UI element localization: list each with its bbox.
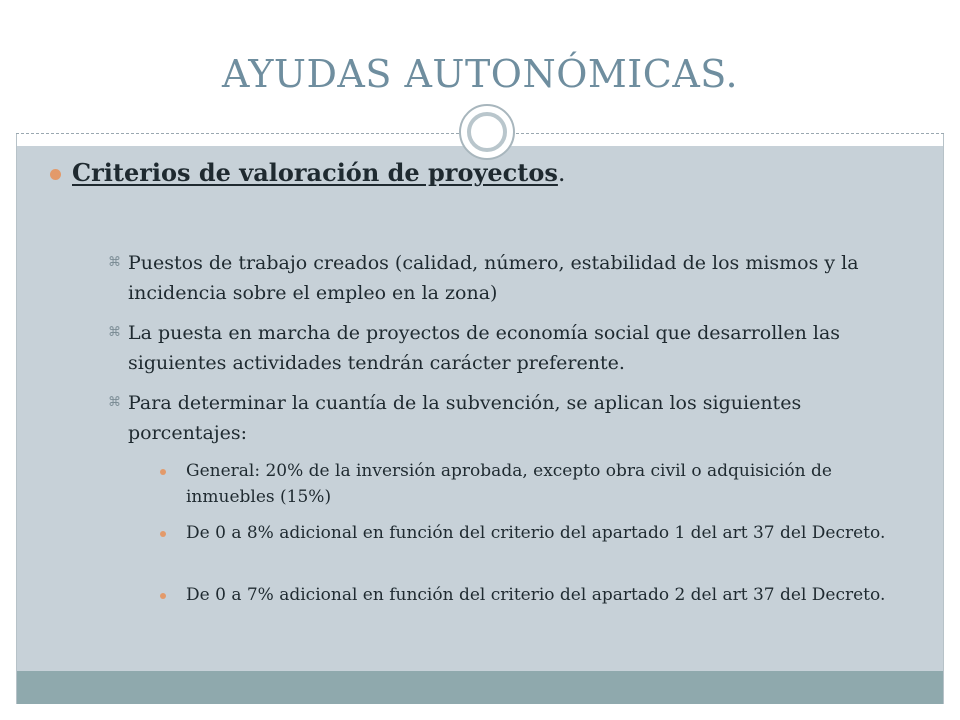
- heading-suffix: .: [557, 159, 566, 187]
- sub-list-item-text: De 0 a 8% adicional en función del criterio del apartado 1 del art 37 del Decreto.: [186, 523, 886, 543]
- x-mark-icon: ⌘: [108, 255, 121, 270]
- list-item-text: Puestos de trabajo creados (calidad, número, estabilidad de los mismos y la incidencia sobre el empleo en la zona): [128, 252, 859, 304]
- filled-circle-icon: [50, 169, 61, 180]
- slide-title: AYUDAS AUTONÓMICAS.: [221, 52, 739, 96]
- list-item-text: Para determinar la cuantía de la subvención, se aplican los siguientes porcentajes:: [128, 392, 802, 444]
- double-ring-icon: [459, 104, 515, 160]
- small-dot-icon: [160, 531, 166, 537]
- small-dot-icon: [160, 593, 166, 599]
- heading-text: [72, 158, 566, 187]
- sub-list-item-text: General: 20% de la inversión aprobada, excepto obra civil o adquisición de inmuebles (15%): [186, 461, 832, 507]
- footer-bar: [17, 671, 943, 704]
- sub-list-item-text: De 0 a 7% adicional en función del criterio del apartado 2 del art 37 del Decreto.: [186, 585, 886, 605]
- x-mark-icon: ⌘: [108, 325, 121, 340]
- list-item-text: La puesta en marcha de proyectos de economía social que desarrollen las siguientes actividades tendrán carácter preferente.: [128, 322, 841, 374]
- heading-underlined: Criterios de valoración de proyectos: [72, 158, 558, 187]
- small-dot-icon: [160, 469, 166, 475]
- x-mark-icon: ⌘: [108, 395, 121, 410]
- ring-inner: [467, 112, 507, 152]
